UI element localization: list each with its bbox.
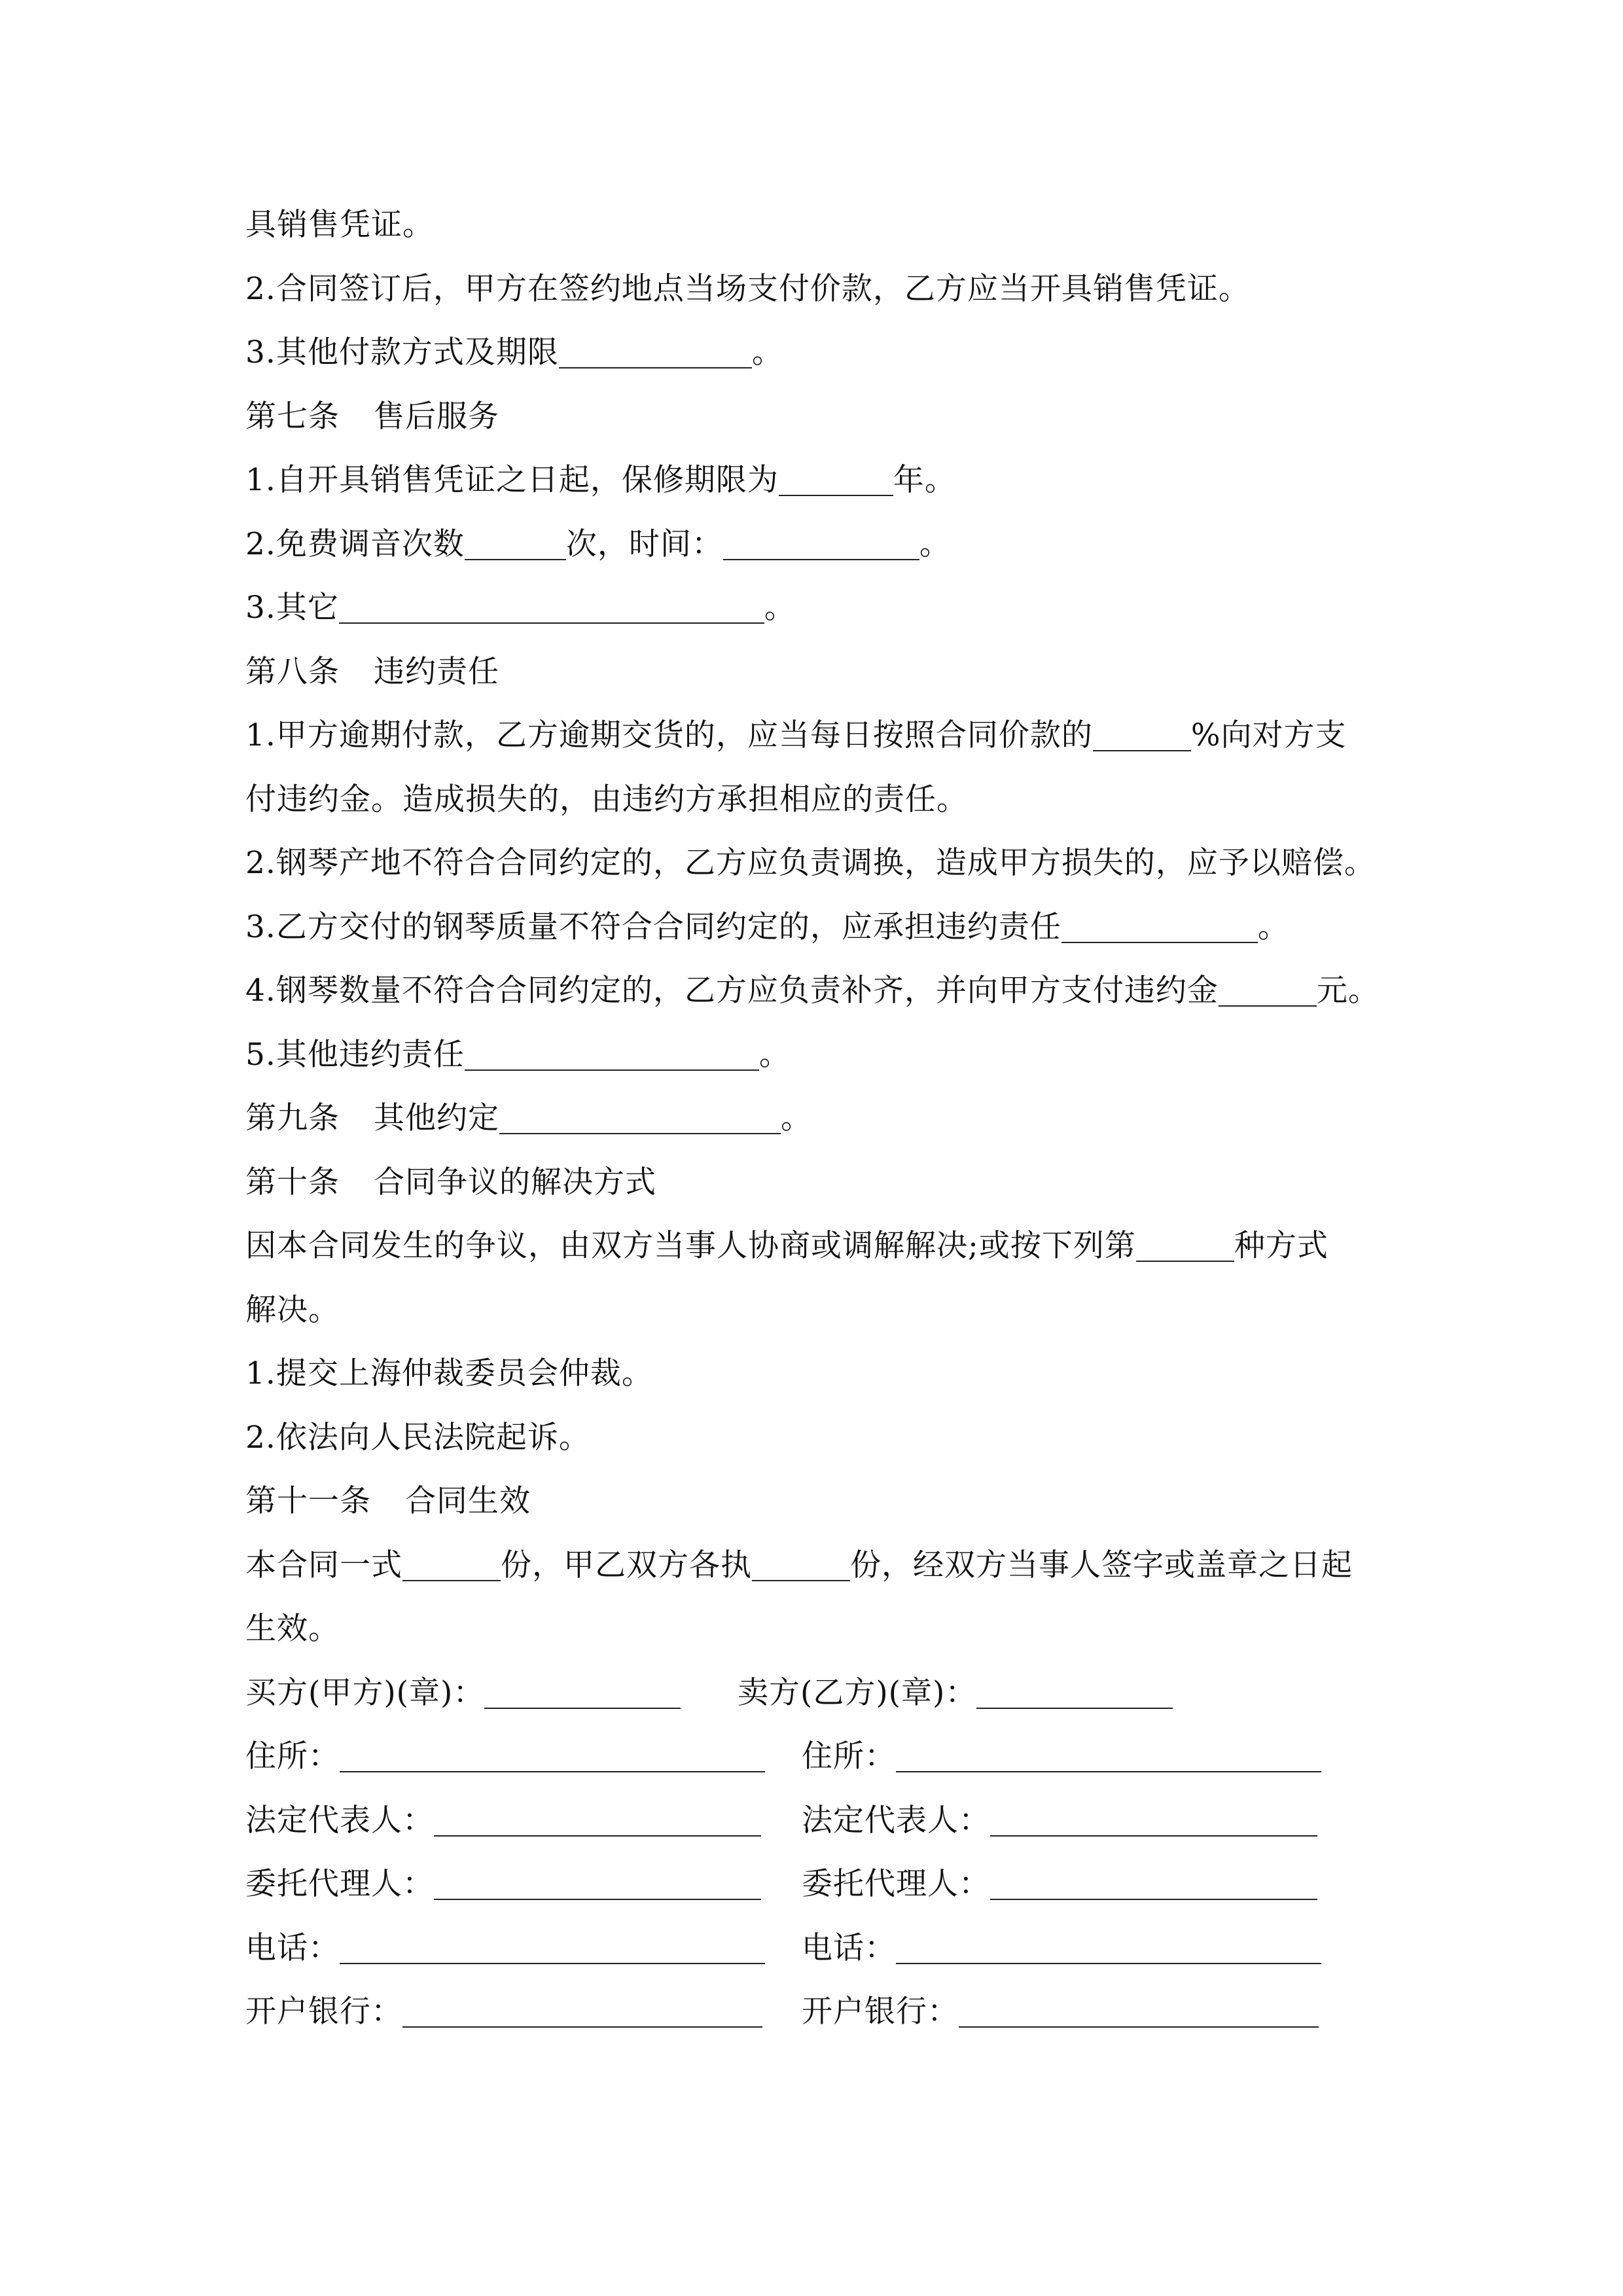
buyer-address-field[interactable] [340, 1742, 765, 1772]
payment-terms-blank[interactable] [559, 338, 752, 368]
text-line: 2.依法向人民法院起诉。 [245, 1419, 590, 1456]
buyer-bank-field[interactable] [402, 1998, 762, 2028]
seller-agent-field[interactable] [990, 1870, 1317, 1900]
seller-seal-field[interactable] [976, 1679, 1173, 1709]
article-heading-8: 第八条 违约责任 [245, 653, 499, 690]
signature-row-party [245, 1661, 1384, 1725]
text-line: 生效。 [245, 1611, 340, 1647]
signature-row-bank: 开户银行： 开户银行： [245, 1980, 1384, 2044]
text-line: 1.甲方逾期付款，乙方逾期交货的，应当每日按照合同价款的 %向对方支 [245, 717, 1347, 753]
tuning-time-blank[interactable] [723, 530, 919, 560]
text-line: 因本合同发生的争议，由双方当事人协商或调解解决;或按下列第 种方式 [245, 1228, 1329, 1264]
text-line: 2.免费调音次数 次，时间： 。 [245, 526, 951, 562]
text-line: 3.其他付款方式及期限 。 [245, 334, 783, 370]
text-line: 2.钢琴产地不符合合同约定的，乙方应负责调换，造成甲方损失的，应予以赔偿。 [245, 845, 1376, 881]
text-line: 3.其它 。 [245, 590, 796, 626]
text-line: 1.自开具销售凭证之日起，保修期限为 年。 [245, 462, 956, 498]
contract-page [245, 193, 1384, 2044]
text-line: 2.合同签订后，甲方在签约地点当场支付价款，乙方应当开具销售凭证。 [245, 270, 1250, 307]
article-heading-10: 第十条 合同争议的解决方式 [245, 1164, 656, 1200]
text-line: 1.提交上海仲裁委员会仲裁。 [245, 1355, 653, 1391]
seller-phone-field[interactable] [896, 1934, 1321, 1964]
buyer-agent-field[interactable] [434, 1870, 761, 1900]
penalty-rate-blank[interactable] [1093, 721, 1191, 751]
other-service-blank[interactable] [339, 594, 764, 624]
signature-row-legal-rep: 法定代表人： 法定代表人： [245, 1789, 1384, 1853]
seller-address-field[interactable] [896, 1742, 1321, 1772]
quality-liability-blank[interactable] [1061, 913, 1258, 943]
buyer-legal-rep-field[interactable] [434, 1806, 761, 1837]
text-line: 4.钢琴数量不符合合同约定的，乙方应负责补齐，并向甲方支付违约金 元。 [245, 973, 1380, 1009]
article-heading-9: 第九条 其他约定 。 [245, 1100, 812, 1136]
text-line: 本合同一式 份，甲乙双方各执 份，经双方当事人签字或盖章之日起 [245, 1547, 1353, 1583]
article-heading-7: 第七条 售后服务 [245, 398, 499, 435]
dispute-method-blank[interactable] [1136, 1232, 1234, 1262]
signature-row-agent: 委托代理人： 委托代理人： [245, 1852, 1384, 1916]
text-line: 5.其他违约责任 。 [245, 1036, 791, 1073]
buyer-phone-field[interactable] [340, 1934, 765, 1964]
buyer-label: 买方(甲方)(章)： [245, 1674, 485, 1711]
text-line: 付违约金。造成损失的，由违约方承担相应的责任。 [245, 781, 968, 817]
buyer-seal-field[interactable] [484, 1679, 681, 1709]
seller-label: 卖方(乙方)(章)： [738, 1674, 977, 1711]
copies-each-blank[interactable] [752, 1551, 850, 1581]
article-heading-11: 第十一条 合同生效 [245, 1483, 531, 1519]
warranty-years-blank[interactable] [779, 466, 893, 496]
signature-row-phone: 电话： 电话： [245, 1916, 1384, 1981]
text-line: 具销售凭证。 [245, 207, 434, 243]
text-line: 3.乙方交付的钢琴质量不符合合同约定的，应承担违约责任 。 [245, 908, 1289, 945]
other-agreement-blank[interactable] [499, 1104, 781, 1134]
text-line: 解决。 [245, 1291, 340, 1328]
seller-legal-rep-field[interactable] [990, 1806, 1317, 1837]
seller-bank-field[interactable] [959, 1998, 1319, 2028]
quantity-penalty-blank[interactable] [1219, 977, 1317, 1007]
other-liability-blank[interactable] [465, 1041, 759, 1071]
signature-row-address: 住所： 住所： [245, 1725, 1384, 1789]
copies-total-blank[interactable] [402, 1551, 501, 1581]
tuning-count-blank[interactable] [465, 530, 566, 560]
